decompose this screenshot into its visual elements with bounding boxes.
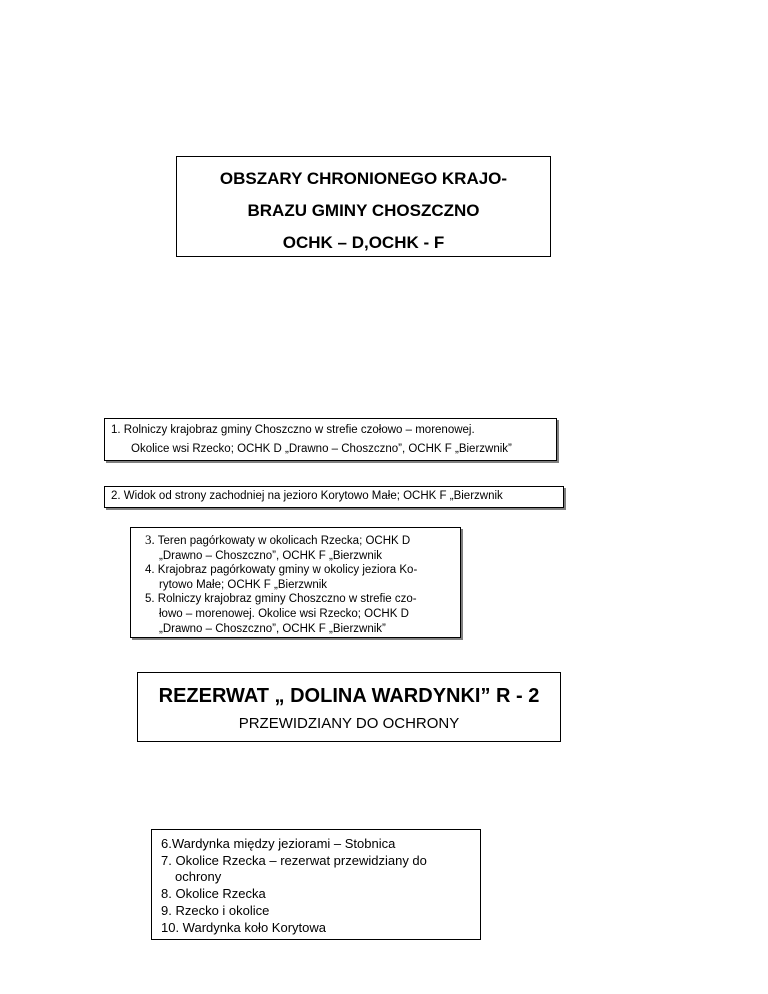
caption-item-7-cont: ochrony xyxy=(175,869,222,885)
caption-item-3-cont: „Drawno – Choszczno”, OCHK F „Bierzwnik xyxy=(159,549,383,562)
caption-item-5-cont-2: „Drawno – Choszczno”, OCHK F „Bierzwnik” xyxy=(159,622,386,635)
caption-item-3-text: Teren pagórkowaty w okolicach Rzecka; OCHK D xyxy=(154,535,411,547)
caption-2-line-1: 2. Widok od strony zachodniej na jezioro Korytowo Małe; OCHK F „Bierzwnik xyxy=(111,490,503,502)
ochk-title-line-2: BRAZU GMINY CHOSZCZNO xyxy=(247,201,480,220)
caption-1-line-1: 1. Rolniczy krajobraz gminy Choszczno w strefie czołowo – morenowej. xyxy=(111,424,475,436)
caption-item-4-cont: rytowo Małe; OCHK F „Bierzwnik xyxy=(159,578,328,591)
caption-item-4: 4. Krajobraz pagórkowaty gminy w okolicy jeziora Ko- xyxy=(145,564,418,577)
caption-1-line-2: Okolice wsi Rzecko; OCHK D „Drawno – Choszczno”, OCHK F „Bierzwnik” xyxy=(131,443,512,455)
caption-item-9: 9. Rzecko i okolice xyxy=(161,902,270,918)
caption-item-10: 10. Wardynka koło Korytowa xyxy=(161,919,326,935)
caption-box-1 xyxy=(104,418,557,461)
ochk-title-line-3: OCHK – D,OCHK - F xyxy=(282,233,445,252)
caption-item-8: 8. Okolice Rzecka xyxy=(161,886,266,902)
reserve-title: REZERWAT „ DOLINA WARDYNKI” R - 2 xyxy=(158,685,540,707)
caption-item-6: 6.Wardynka między jeziorami – Stobnica xyxy=(161,836,396,851)
caption-3-5-list xyxy=(145,533,417,636)
reserve-subtitle: PRZEWIDZIANY DO OCHRONY xyxy=(238,715,460,732)
reserve-title-box xyxy=(137,672,561,742)
caption-item-3 xyxy=(145,533,417,549)
caption-6-10-list xyxy=(161,836,427,936)
caption-box-3-5 xyxy=(130,527,461,638)
caption-box-2 xyxy=(104,486,564,508)
ochk-title-box xyxy=(176,156,551,257)
ochk-title-line-1: OBSZARY CHRONIONEGO KRAJO- xyxy=(219,169,508,188)
caption-item-5: 5. Rolniczy krajobraz gminy Choszczno w strefie czo- xyxy=(145,593,417,606)
caption-box-6-10 xyxy=(151,829,481,940)
caption-item-3-number: 3. xyxy=(145,532,155,547)
caption-item-7: 7. Okolice Rzecka – rezerwat przewidziany do xyxy=(161,852,427,868)
caption-item-5-cont-1: łowo – morenowej. Okolice wsi Rzecko; OCHK D xyxy=(159,607,409,620)
